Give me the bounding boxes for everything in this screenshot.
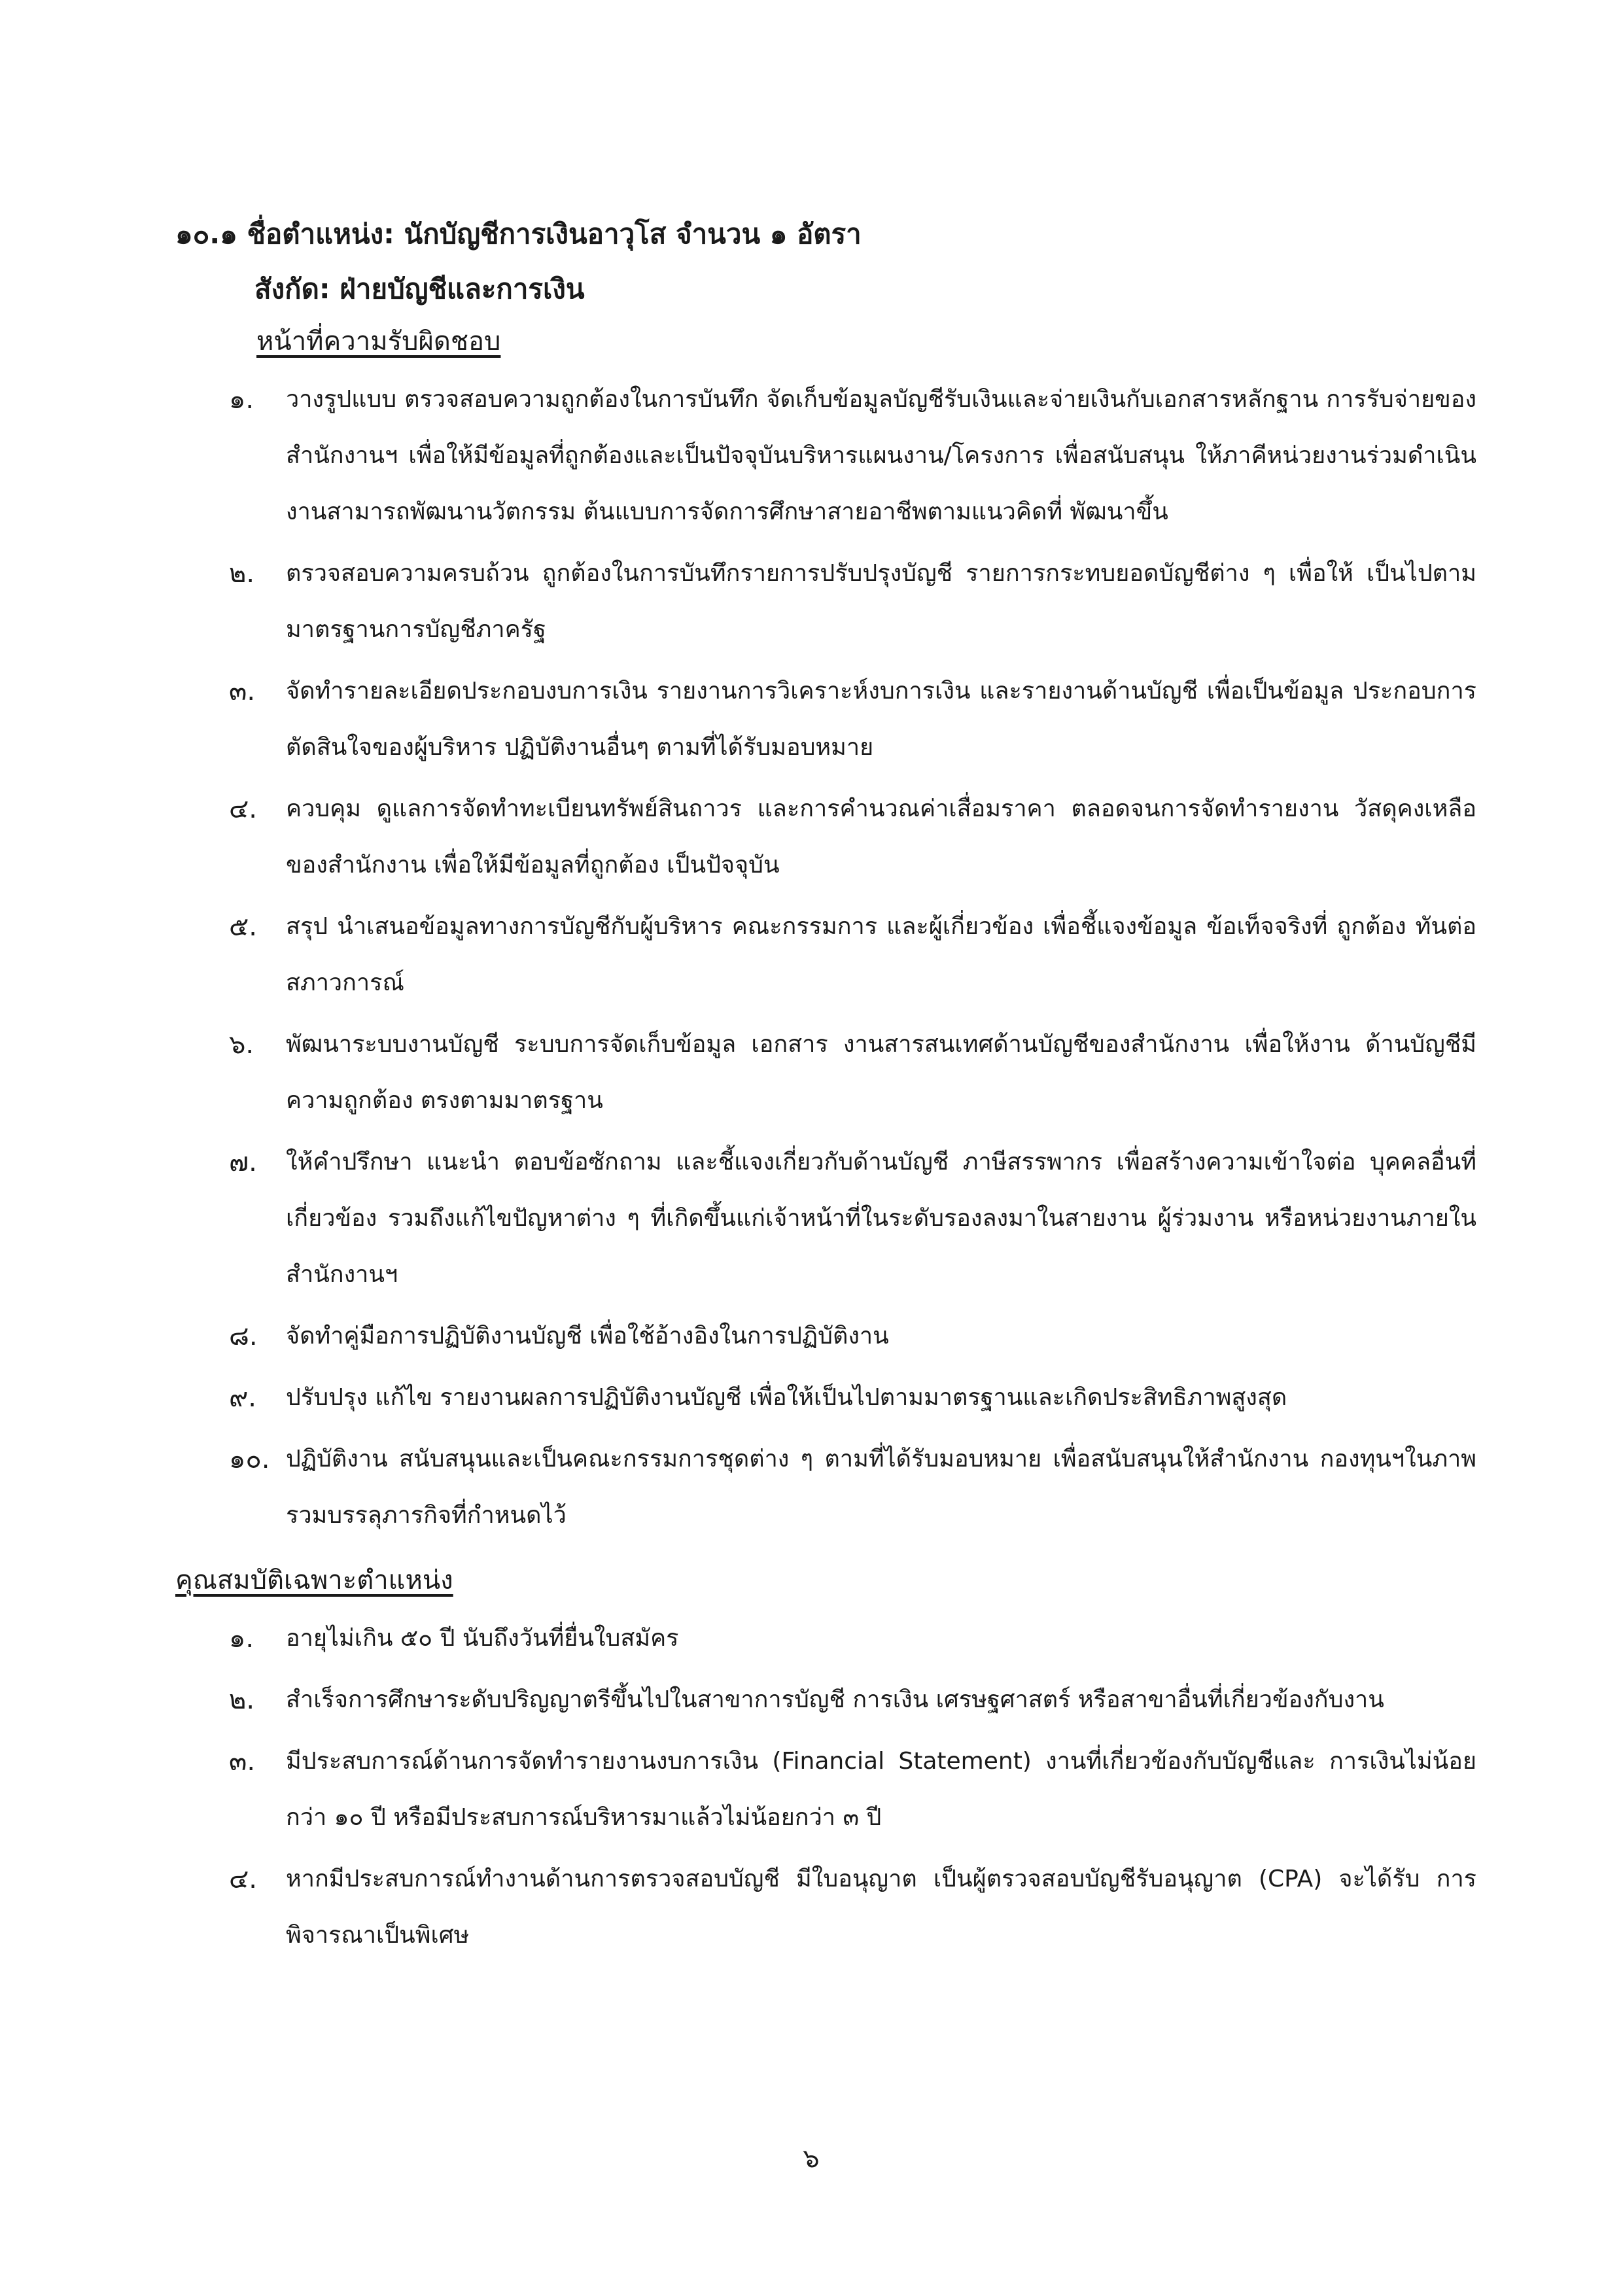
list-item — [0, 663, 1623, 776]
item-text: หากมีประสบการณ์ทำงานด้านการตรวจสอบบัญชี มีใบอนุญาต เป็นผู้ตรวจสอบบัญชีรับอนุญาต (CPA) จะได้รับ การพิจารณาเป็นพิเศษ — [286, 1866, 1476, 1949]
list-item — [0, 1370, 1623, 1426]
item-number: ๓. — [229, 676, 256, 706]
item-number: ๙. — [229, 1383, 257, 1413]
list-item — [0, 1017, 1623, 1129]
item-number: ๓. — [229, 1747, 256, 1777]
qualifications-list — [0, 1610, 1623, 1969]
item-number: ๔. — [229, 794, 257, 824]
item-text: มีประสบการณ์ด้านการจัดทำรายงานงบการเงิน (Financial Statement) งานที่เกี่ยวข้องกับบัญชีและ การเงินไม่น้อยกว่า ๑๐ ปี หรือมีประสบการณ์บริหารมาแล้วไม่น้อยกว่า ๓ ปี — [286, 1748, 1476, 1831]
item-text: อายุไม่เกิน ๕๐ ปี นับถึงวันที่ยื่นใบสมัคร — [286, 1625, 679, 1652]
responsibilities-list — [0, 372, 1623, 1549]
item-number: ๖. — [229, 1030, 254, 1060]
list-item — [0, 781, 1623, 894]
affiliation-line: สังกัด: ฝ่ายบัญชีและการเงิน — [254, 273, 585, 305]
item-number: ๒. — [229, 1685, 255, 1715]
item-text: วางรูปแบบ ตรวจสอบความถูกต้องในการบันทึก จัดเก็บข้อมูลบัญชีรับเงินและจ่ายเงินกับเอกสารหลักฐาน การรับจ่ายของสำนักงานฯ เพื่อให้มีข้อมูลที่ถูกต้องและเป็นปัจจุบันบริหารแผนงาน/โครงการ เพื่อสนับสนุน ให้ภาคีหน่วยงานร่วมดำเนินงานสามารถพัฒนานวัตกรรม ต้นแบบการจัดการศึกษาสายอาชีพตามแนวคิดที่ พัฒนาขึ้น — [286, 386, 1476, 525]
item-text: พัฒนาระบบงานบัญชี ระบบการจัดเก็บข้อมูล เอกสาร งานสารสนเทศด้านบัญชีของสำนักงาน เพื่อให้งาน ด้านบัญชีมีความถูกต้อง ตรงตามมาตรฐาน — [286, 1031, 1476, 1114]
item-number: ๑๐. — [229, 1444, 270, 1474]
item-text: ตรวจสอบความครบถ้วน ถูกต้องในการบันทึกรายการปรับปรุงบัญชี รายการกระทบยอดบัญชีต่าง ๆ เพื่อให้ เป็นไปตามมาตรฐานการบัญชีภาครัฐ — [286, 560, 1476, 643]
list-item — [0, 1733, 1623, 1846]
item-number: ๔. — [229, 1864, 257, 1894]
item-number: ๕. — [229, 912, 257, 942]
responsibilities-heading: หน้าที่ความรับผิดชอบ — [256, 326, 501, 357]
item-text: สำเร็จการศึกษาระดับปริญญาตรีขึ้นไปในสาขาการบัญชี การเงิน เศรษฐศาสตร์ หรือสาขาอื่นที่เกี่ยวข้องกับงาน — [286, 1686, 1384, 1713]
item-text: จัดทำคู่มือการปฏิบัติงานบัญชี เพื่อใช้อ้างอิงในการปฏิบัติงาน — [286, 1323, 889, 1349]
list-item — [0, 1134, 1623, 1303]
item-number: ๘. — [229, 1321, 258, 1351]
item-number: ๒. — [229, 559, 255, 589]
item-text: ปรับปรุง แก้ไข รายงานผลการปฏิบัติงานบัญชี เพื่อให้เป็นไปตามมาตรฐานและเกิดประสิทธิภาพสูงสุด — [286, 1384, 1287, 1411]
item-number: ๑. — [229, 385, 254, 415]
position-title: ๑๐.๑ ชื่อตำแหน่ง: นักบัญชีการเงินอาวุโส จำนวน ๑ อัตรา — [175, 218, 862, 250]
list-item — [0, 372, 1623, 540]
qualifications-heading: คุณสมบัติเฉพาะตำแหน่ง — [175, 1565, 453, 1595]
page-number: ๖ — [803, 2144, 820, 2174]
item-number: ๗. — [229, 1147, 257, 1177]
item-number: ๑. — [229, 1624, 254, 1654]
list-item — [0, 546, 1623, 658]
item-text: ปฏิบัติงาน สนับสนุนและเป็นคณะกรรมการชุดต่าง ๆ ตามที่ได้รับมอบหมาย เพื่อสนับสนุนให้สำนักงาน กองทุนฯในภาพรวมบรรลุภารกิจที่กำหนดไว้ — [286, 1446, 1476, 1529]
list-item — [0, 899, 1623, 1011]
list-item — [0, 1672, 1623, 1728]
item-text: สรุป นำเสนอข้อมูลทางการบัญชีกับผู้บริหาร คณะกรรมการ และผู้เกี่ยวข้อง เพื่อชี้แจงข้อมูล ข้อเท็จจริงที่ ถูกต้อง ทันต่อสภาวการณ์ — [286, 913, 1476, 996]
item-text: จัดทำรายละเอียดประกอบงบการเงิน รายงานการวิเคราะห์งบการเงิน และรายงานด้านบัญชี เพื่อเป็นข้อมูล ประกอบการตัดสินใจของผู้บริหาร ปฏิบัติงานอื่นๆ ตามที่ได้รับมอบหมาย — [286, 678, 1476, 761]
item-text: ควบคุม ดูแลการจัดทำทะเบียนทรัพย์สินถาวร และการคำนวณค่าเสื่อมราคา ตลอดจนการจัดทำรายงาน วัสดุคงเหลือของสำนักงาน เพื่อให้มีข้อมูลที่ถูกต้อง เป็นปัจจุบัน — [286, 795, 1476, 878]
item-text: ให้คำปรึกษา แนะนำ ตอบข้อซักถาม และชี้แจงเกี่ยวกับด้านบัญชี ภาษีสรรพากร เพื่อสร้างความเข้าใจต่อ บุคคลอื่นที่เกี่ยวข้อง รวมถึงแก้ไขปัญหาต่าง ๆ ที่เกิดขึ้นแก่เจ้าหน้าที่ในระดับรองลงมาในสายงาน ผู้ร่วมงาน หรือหน่วยงานภายในสำนักงานฯ — [286, 1149, 1476, 1288]
list-item — [0, 1851, 1623, 1964]
list-item — [0, 1431, 1623, 1544]
list-item — [0, 1308, 1623, 1365]
list-item — [0, 1610, 1623, 1667]
